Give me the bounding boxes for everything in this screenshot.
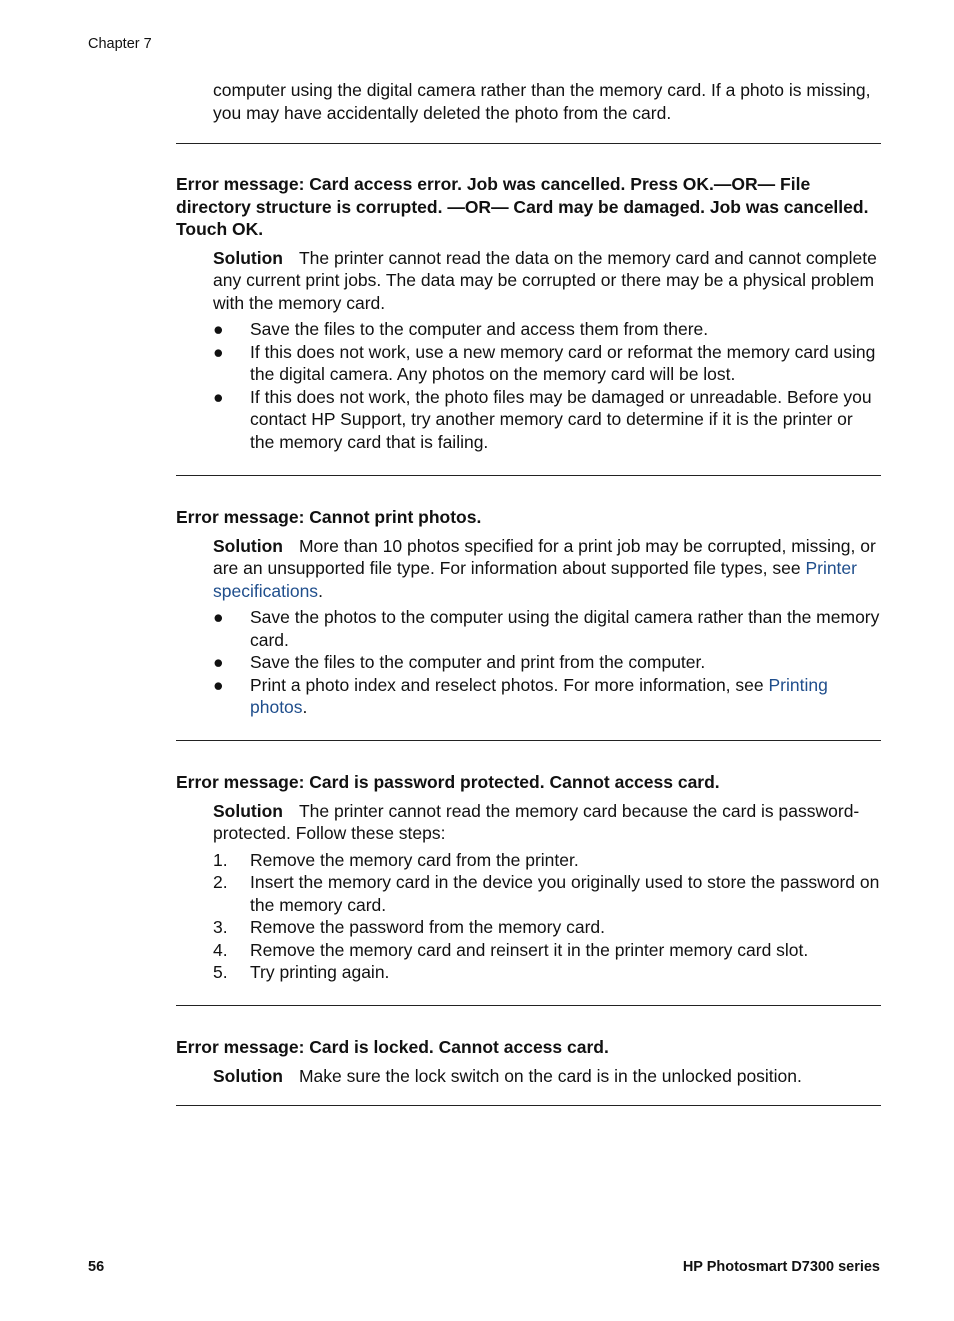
step-number: 1. (213, 849, 228, 870)
bullet-icon: ● (213, 607, 224, 627)
section-divider (176, 740, 881, 741)
list-item (213, 318, 881, 341)
list-item-text-end: . (302, 697, 308, 717)
bullet-list (213, 606, 881, 719)
solution-paragraph (213, 535, 881, 603)
error-heading: Error message: Card is password protected. Cannot access card. (176, 772, 720, 792)
solution-text: The printer cannot read the memory card because the card is password-protected. Follow these steps: (213, 800, 860, 843)
step-number: 2. (213, 872, 228, 892)
list-item-text: Save the files to the computer and print from the computer. (250, 652, 706, 672)
intro-block (176, 79, 881, 124)
printing-photos-link[interactable]: Printing photos (250, 674, 828, 717)
bullet-icon: ● (213, 386, 224, 407)
list-item-text: Insert the memory card in the device you originally used to store the password on the memory card. (250, 872, 880, 915)
list-item (213, 674, 881, 719)
list-item-text: Remove the password from the memory card. (250, 917, 605, 937)
step-number: 3. (213, 917, 228, 937)
list-item-text: Remove the memory card and reinsert it in the printer memory card slot. (250, 939, 809, 960)
printer-specifications-link[interactable]: Printer specifications (213, 558, 857, 601)
solution-paragraph (213, 247, 881, 315)
list-item-text: Try printing again. (250, 962, 390, 982)
list-item (213, 871, 881, 916)
list-item (213, 386, 881, 454)
product-name: HP Photosmart D7300 series (682, 1259, 880, 1275)
step-number: 4. (213, 939, 228, 960)
error-section-cannot-print (176, 506, 881, 719)
error-heading: Error message: Card access error. Job was cancelled. Press OK.—OR— File directory structure is corrupted. —OR— Card may be damaged. Job was cancelled. Touch OK. (176, 174, 869, 239)
numbered-list (213, 849, 881, 984)
error-section-password-protected (176, 771, 881, 984)
list-item (213, 916, 881, 939)
list-item-text: Print a photo index and reselect photos. For more information, see (250, 674, 769, 695)
chapter-header: Chapter 7 (88, 36, 152, 52)
solution-paragraph (213, 1065, 881, 1088)
solution-text: The printer cannot read the data on the memory card and cannot complete any current print jobs. The data may be corrupted or there may be a physical problem with the memory card. (213, 247, 877, 313)
bullet-list (213, 318, 881, 453)
bullet-icon: ● (213, 341, 224, 362)
error-section-card-locked (176, 1036, 881, 1087)
step-number: 5. (213, 962, 228, 982)
solution-label: Solution (213, 1065, 283, 1086)
list-item-text: If this does not work, the photo files may be damaged or unreadable. Before you contact HP Support, try another memory card to determine if it is the printer or the memory card that is failing. (250, 386, 872, 452)
list-item-text: Save the files to the computer and access them from there. (250, 319, 709, 339)
list-item-text: If this does not work, use a new memory card or reformat the memory card using the digital camera. Any photos on the memory card will be lost. (250, 341, 876, 384)
solution-text-end: . (318, 580, 323, 601)
solution-label: Solution (213, 535, 283, 556)
list-item (213, 939, 881, 962)
list-item (213, 606, 881, 651)
bullet-icon: ● (213, 652, 224, 672)
list-item (213, 961, 881, 984)
section-divider (176, 143, 881, 144)
list-item-text: Remove the memory card from the printer. (250, 849, 579, 870)
section-divider (176, 1005, 881, 1006)
list-item (213, 849, 881, 872)
error-heading: Error message: Cannot print photos. (176, 507, 482, 527)
solution-text: More than 10 photos specified for a print job may be corrupted, missing, or are an unsupported file type. For information about supported file types, see (213, 535, 876, 578)
solution-label: Solution (213, 800, 283, 821)
solution-text: Make sure the lock switch on the card is in the unlocked position. (298, 1065, 802, 1086)
bullet-icon: ● (213, 674, 224, 695)
list-item-text: Save the photos to the computer using the digital camera rather than the memory card. (250, 607, 880, 650)
intro-paragraph: computer using the digital camera rather than the memory card. If a photo is missing, you may have accidentally deleted the photo from the card. (213, 80, 871, 123)
section-divider (176, 475, 881, 476)
solution-paragraph (213, 800, 881, 845)
list-item (213, 651, 881, 674)
page-number: 56 (88, 1259, 105, 1275)
list-item (213, 341, 881, 386)
solution-label: Solution (213, 247, 283, 268)
bullet-icon: ● (213, 319, 224, 339)
error-heading: Error message: Card is locked. Cannot access card. (176, 1037, 609, 1057)
error-section-card-access (176, 173, 881, 453)
section-divider (176, 1105, 881, 1106)
